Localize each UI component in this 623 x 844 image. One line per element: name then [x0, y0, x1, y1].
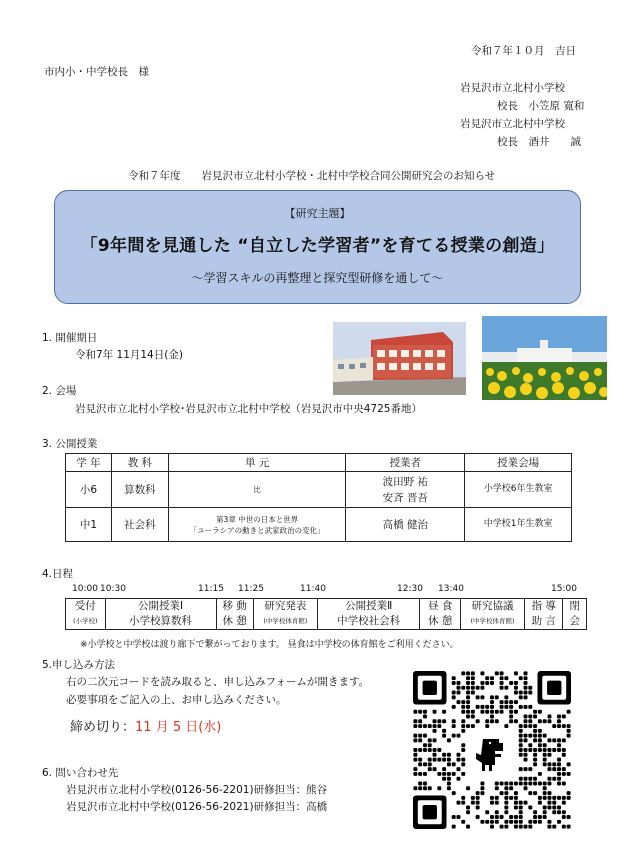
schedule-cell: [253, 599, 317, 630]
cell-top: 閉: [569, 600, 580, 612]
theme-label: 【研究主題】: [284, 207, 351, 220]
teacher-name: 安斉 晋吾: [382, 491, 428, 504]
section-4-heading: 4.日程: [42, 568, 74, 580]
time-mark: 12:30: [397, 584, 423, 594]
cell-top: 公開授業Ⅱ: [345, 600, 393, 612]
contact-1: 岩見沢市立北村小学校(0126-56-2201)研修担当：熊谷: [66, 784, 328, 796]
time-mark: 11:40: [300, 584, 326, 594]
teacher-cell: 高橋 健治: [346, 508, 465, 542]
cell-top: 公開授業Ⅰ: [137, 600, 184, 612]
table-header-row: [66, 454, 572, 472]
apply-instruction-1: 右の二次元コードを読み取ると、申し込みフォームが開きます。: [66, 676, 370, 688]
table-row: [66, 472, 572, 508]
subject-cell: 社会科: [111, 508, 168, 542]
cell-bottom: 小学校算数科: [129, 615, 193, 627]
time-mark: 13:40: [438, 584, 464, 594]
research-theme-banner: [54, 190, 581, 304]
cell-bottom: 会: [569, 615, 580, 627]
col-header: 学 年: [66, 454, 112, 472]
unit-cell: [168, 508, 346, 542]
addressee: 市内小・中学校長 様: [44, 66, 149, 78]
col-header: 授業会場: [465, 454, 572, 472]
schedule-row: [66, 599, 587, 630]
deadline-label: 締め切り：: [70, 720, 136, 735]
subject-cell: 算数科: [111, 472, 168, 508]
room-cell: 中学校1年生教室: [465, 508, 572, 542]
cell-top: 昼 食: [428, 600, 453, 612]
teacher-name: 波田野 祐: [382, 475, 428, 488]
theme-main: 「9年間を見通した “自立した学習者”を育てる授業の創造」: [80, 236, 555, 256]
deadline: [70, 716, 221, 735]
schedule-cell: [460, 599, 524, 630]
venue: 岩見沢市立北村小学校･岩見沢市立北村中学校（岩見沢市中央4725番地）: [75, 403, 422, 415]
cell-bottom: (中学校体育館): [263, 617, 308, 625]
sunflower-field-photo: [482, 316, 607, 400]
schedule-cell: [105, 599, 216, 630]
deadline-value: 11 月 5 日(水): [135, 720, 222, 735]
sender-school-1: 岩見沢市立北村小学校: [460, 82, 565, 94]
section-1-heading: 1. 開催期日: [42, 332, 98, 344]
issue-date: 令和７年１０月 吉日: [471, 45, 576, 57]
document-title: 令和７年度 岩見沢市立北村小学校・北村中学校合同公開研究会のお知らせ: [128, 170, 496, 182]
cell-bottom: (中学校体育館): [470, 617, 515, 625]
schedule-cell: [216, 599, 253, 630]
qr-code[interactable]: [413, 671, 571, 829]
theme-sub: ～学習スキルの再整理と探究型研修を通して～: [191, 271, 444, 285]
section-5-heading: 5.申し込み方法: [42, 659, 116, 671]
col-header: 授業者: [346, 454, 465, 472]
section-2-heading: 2. 会場: [42, 385, 77, 397]
cell-bottom: (小学校): [72, 617, 98, 625]
time-mark: 10:30: [100, 584, 126, 594]
cell-top: 研究発表: [264, 600, 307, 612]
cell-bottom: 休 憩: [222, 615, 247, 627]
cell-top: 受付: [74, 600, 96, 612]
schedule-cell: [420, 599, 461, 630]
apply-instruction-2: 必要事項をご記入の上、お申し込みください。: [66, 694, 287, 706]
unit-text: 「ユーラシアの動きと武家政治の変化」: [189, 525, 325, 535]
schedule-note: ※小学校と中学校は渡り廊下で繋がっております。 昼食は中学校の体育館をご利用ください。: [80, 640, 459, 650]
cell-bottom: 休 憩: [428, 615, 453, 627]
time-mark: 11:15: [198, 584, 224, 594]
time-mark: 11:25: [238, 584, 264, 594]
open-class-table: [65, 453, 572, 542]
teacher-cell: [346, 472, 465, 508]
schedule-cell: [525, 599, 563, 630]
unit-text: 第3章 中世の日本と世界: [216, 514, 299, 524]
time-mark: 15:00: [551, 584, 577, 594]
section-6-heading: 6. 問い合わせ先: [42, 767, 119, 779]
sender-school-2: 岩見沢市立北村中学校: [460, 118, 565, 130]
schedule-cell: [317, 599, 419, 630]
cell-top: 指 導: [531, 600, 556, 612]
col-header: 単 元: [168, 454, 346, 472]
contact-2: 岩見沢市立北村中学校(0126-56-2021)研修担当：高橋: [66, 801, 328, 813]
table-row: [66, 508, 572, 542]
unit-cell: [168, 472, 346, 508]
unit-text: 比: [253, 485, 261, 494]
schedule-cell: [563, 599, 587, 630]
event-date: 令和7年 11月14日(金): [75, 349, 183, 361]
school-building-photo: [333, 322, 466, 395]
cell-top: 移 動: [222, 600, 247, 612]
grade-cell: 小6: [66, 472, 112, 508]
sender-principal-2: 校長 酒井 誠: [497, 136, 581, 148]
col-header: 教 科: [111, 454, 168, 472]
time-mark: 10:00: [72, 584, 98, 594]
cell-bottom: 助 言: [531, 615, 556, 627]
sender-principal-1: 校長 小笠原 寛和: [497, 100, 585, 112]
section-3-heading: 3. 公開授業: [42, 438, 98, 450]
schedule-table: [65, 598, 587, 630]
room-cell: 小学校6年生教室: [465, 472, 572, 508]
cell-bottom: 中学校社会科: [337, 615, 401, 627]
cell-top: 研究協議: [471, 600, 514, 612]
schedule-cell: [66, 599, 106, 630]
grade-cell: 中1: [66, 508, 112, 542]
